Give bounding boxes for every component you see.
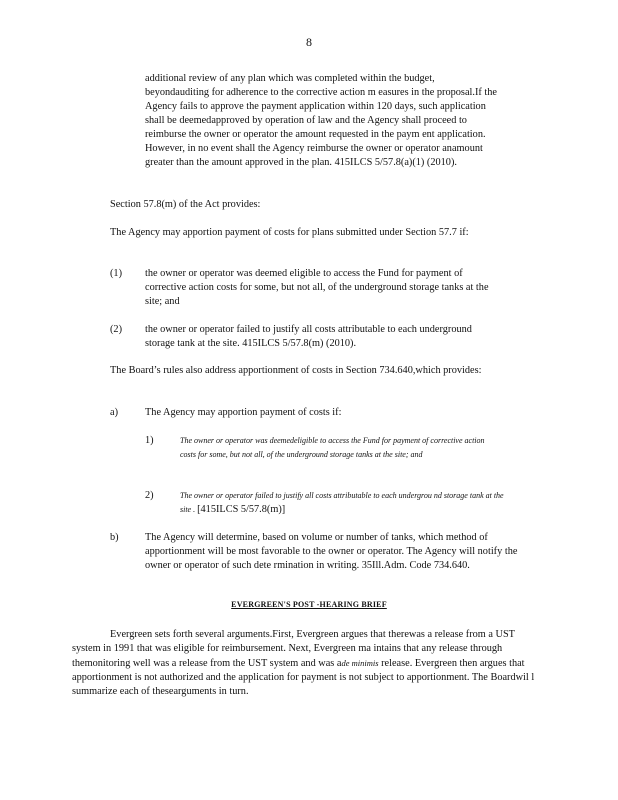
act-item-number: (1) [110,268,123,279]
act-item-text: the owner or operator failed to justify all costs attributable to each underground storage tank at the site. 415ILCS 5/57.8(m) (2010). [145,324,472,349]
page-number: 8 [306,35,312,49]
evergreen-text-part1: Evergreen sets forth several arguments.First, Evergreen argues that therewas a release from a UST system in 1991 that was eligible for reimbursement. Next, Evergreen ma intains that any release through themonitoring well was a release from the UST system and was a [72,629,515,669]
section-intro-text: Section 57.8(m) of the Act provides: [110,199,261,210]
rule-a-number: a) [110,407,118,418]
act-item-text: the owner or operator was deemed eligible to access the Fund for payment of corrective action costs for some, but not all, of the underground storage tanks at the site; and [145,268,489,307]
rule-b-text: The Agency will determine, based on volume or number of tanks, which method of apportionment will be most favorable to the owner or operator. The Agency will notify the owner or operator of such dete rmination in writing. 35Ill.Adm. Code 734.640. [145,532,518,571]
rule-subitem-number: 2) [145,490,154,501]
rule-subitem-body: The owner or operator failed to justify all costs attributable to each undergrou nd storage tank at the site . [180,491,504,514]
act-item-number: (2) [110,324,123,335]
agency-apportion-paragraph: The Agency may apportion payment of costs for plans submitted under Section 57.7 if: [110,227,469,238]
evergreen-summary-paragraph [72,628,542,699]
rule-subitem-text: The owner or operator was deemedeligible to access the Fund for payment of corrective action costs for some, but not all, of the underground storage tanks at the site; and [180,436,485,459]
evergreen-italic-term: de minimis [341,658,379,668]
evergreen-text-part2: release. Evergreen then argues that apportionment is not authorized and the application for payment is not subject to apportionment. The Boardwil l summarize each of thesearguments in turn. [72,658,535,697]
boards-rules-paragraph: The Board’s rules also address apportionment of costs in Section 734.640,which provides: [110,365,482,376]
rule-subitem-text [180,489,510,517]
rule-b-number: b) [110,532,119,543]
section-heading: EVERGREEN'S POST -HEARING BRIEF [231,600,387,609]
rule-a-text: The Agency may apportion payment of costs if: [145,407,342,418]
statute-quote-block: additional review of any plan which was completed within the budget, beyondauditing for adherence to the corrective action m easures in the proposal.If the Agency fails to approve the payment application within 120 days, such application shall be deemedapproved by operation of law and the Agency shall proceed to reimburse the owner or operator the amount requested in the paym ent application. However, in no event shall the Agency reimburse the owner or operator anamount greater than the amount approved in the plan. 415ILCS 5/57.8(a)(1) (2010). [145,73,497,168]
rule-subitem-citation: [415ILCS 5/57.8(m)] [197,504,286,515]
rule-subitem-number: 1) [145,435,154,446]
